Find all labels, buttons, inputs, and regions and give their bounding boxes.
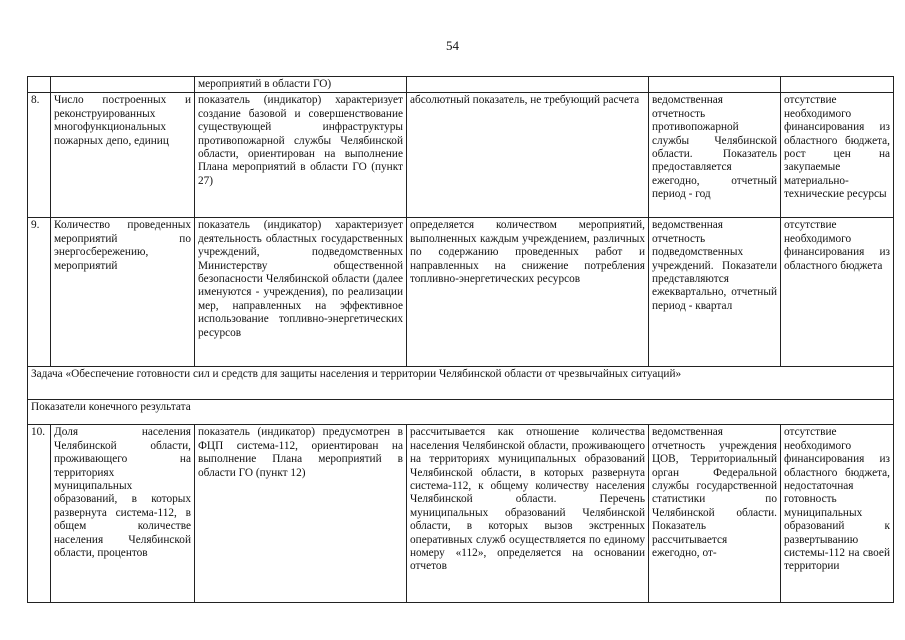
task-heading: Задача «Обеспечение готовности сил и средств для защиты населения и территории Челябинской области от чрезвычайных ситуаций» bbox=[28, 367, 894, 400]
cell-source: ведомственная отчетность учреждения ЦОВ, Территориальный орган Федеральной службы государственной статистики по Челябинской области. Показатель рассчитывается ежегодно, от- bbox=[649, 425, 781, 603]
cell-source bbox=[649, 77, 781, 93]
cell-risks: отсутствие необходимого финансирования из областного бюджета, недостаточная готовность муниципальных образований к развертыванию системы-112 на своей территории bbox=[781, 425, 894, 603]
cell-name bbox=[51, 77, 195, 93]
cell-source: ведомственная отчетность подведомственных учреждений. Показатели представляются ежеквартально, отчетный период - квартал bbox=[649, 218, 781, 367]
cell-indicator: показатель (индикатор) предусмотрен в ФЦП система-112, ориентирован на выполнение Плана мероприятий в области ГО (пункт 12) bbox=[195, 425, 407, 603]
cell-name: Число построенных и реконструированных многофункциональных пожарных депо, единиц bbox=[51, 93, 195, 218]
table-row-continuation bbox=[28, 77, 894, 93]
section-heading: Показатели конечного результата bbox=[28, 400, 894, 425]
cell-risks bbox=[781, 77, 894, 93]
cell-name: Доля населения Челябинской области, проживающего на территориях муниципальных образований, в которых развернута система-112, в общем количестве населения Челябинской области, процентов bbox=[51, 425, 195, 603]
cell-num bbox=[28, 77, 51, 93]
cell-num: 8. bbox=[28, 93, 51, 218]
cell-source: ведомственная отчетность противопожарной службы Челябинской области. Показатель предоставляется ежегодно, отчетный период - год bbox=[649, 93, 781, 218]
table-row bbox=[28, 425, 894, 603]
table-row bbox=[28, 93, 894, 218]
page-number: 54 bbox=[446, 38, 459, 53]
cell-method: рассчитывается как отношение количества населения Челябинской области, проживающего на территориях муниципальных образований Челябинской области, в которых развернута система-112, к общему количеству населения Челябинской области. Перечень муниципальных образований Челябинской области, в которых вызов экстренных оперативных служб осуществляется по единому номеру «112», определяется на основании отчетов bbox=[407, 425, 649, 603]
cell-name: Количество проведенных мероприятий по энергосбережению, мероприятий bbox=[51, 218, 195, 367]
cell-risks: отсутствие необходимого финансирования из областного бюджета bbox=[781, 218, 894, 367]
cell-method: абсолютный показатель, не требующий расчета bbox=[407, 93, 649, 218]
cell-indicator: показатель (индикатор) характеризует деятельность областных государственных учреждений, подведомственных Министерству общественной безопасности Челябинской области (далее именуются - учреждения), по реализации мер, направленных на эффективное использование топливно-энергетических ресурсов bbox=[195, 218, 407, 367]
table-row bbox=[28, 218, 894, 367]
task-heading-row bbox=[28, 367, 894, 400]
cell-indicator: показатель (индикатор) характеризует создание базовой и совершенствование существующей инфраструктуры противопожарной службы Челябинской области, ориентирован на выполнение Плана мероприятий в области ГО (пункт 27) bbox=[195, 93, 407, 218]
cell-num: 10. bbox=[28, 425, 51, 603]
cell-method: определяется количеством мероприятий, выполненных каждым учреждением, различных по содержанию проведенных работ и направленных на снижение потребления топливно-энергетических ресурсов bbox=[407, 218, 649, 367]
section-heading-row bbox=[28, 400, 894, 425]
cell-method bbox=[407, 77, 649, 93]
cell-num: 9. bbox=[28, 218, 51, 367]
cell-indicator: мероприятий в области ГО) bbox=[195, 77, 407, 93]
indicators-table bbox=[27, 76, 894, 603]
cell-risks: отсутствие необходимого финансирования из областного бюджета, рост цен на закупаемые материально-технические ресурсы bbox=[781, 93, 894, 218]
